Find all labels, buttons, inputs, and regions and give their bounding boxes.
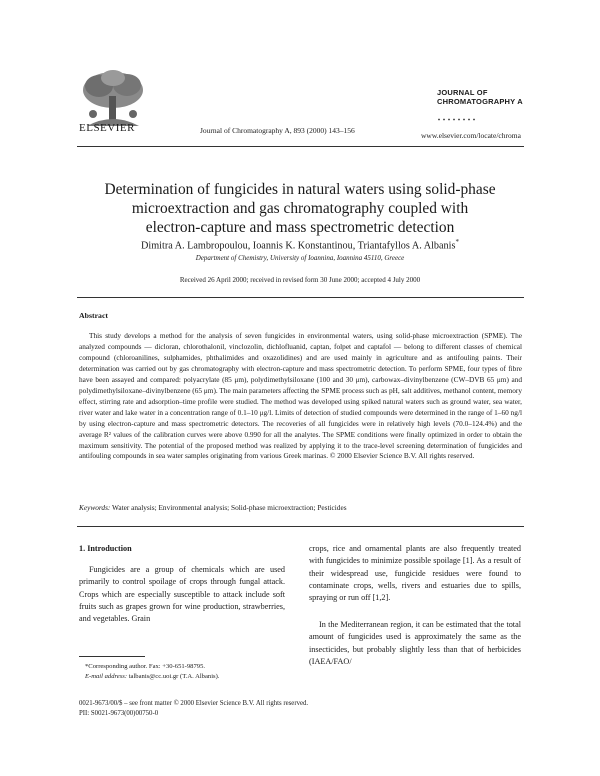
keywords-list: Water analysis; Environmental analysis; Solid-phase microextraction; Pesticides bbox=[110, 503, 347, 512]
title-line-3: electron-capture and mass spectrometric detection bbox=[145, 219, 455, 236]
abstract-text: This study develops a method for the analysis of seven fungicides in environmental waters, using solid-phase microextraction (SPME). The analyzed compounds — dicloran, chlorothalonil, vinclozolin, dichlofluanid, captan, folpet and captafol — belong to different classes of chemical compound (chloroanilines, sulphamides, phthalimides and oxazolidines) and are used mainly in agriculture and as antifouling paints. Their determination was carried out by gas chromatography with electron-capture and mass spectrometric detection. To perform SPME, four types of fibre have been assayed and compared: polyacrylate (85 μm), polydimethylsiloxane (100 and 30 μm), carbowax–divinylbenzene (CW–DVB 65 μm) and polydimethylsiloxane–divinylbenzene (65 μm). The main parameters affecting the SPME process such as pH, salt additives, methanol content, memory effect, stirring rate and adsorption–time profile were studied. The method was developed using spiked natural waters such as ground water, sea water, river water and lake water in a concentration range of 0.1–10 μg/l. Limits of detection of studied compounds were determined in the range of 1–60 ng/l by using electron-capture and mass spectrometric detectors. The recoveries of all fungicides were in relatively high levels (70.0–124.4%) and the average R² values of the calibration curves were above 0.990 for all the analytes. The SPME conditions were finally optimized in order to obtain the maximum sensitivity. The potential of the proposed method was realized by applying it to the trace-level screening determination of fungicides and antifouling compounds in sea water samples originating from various Greek marinas. © 2000 Elsevier Science B.V. All rights reserved. bbox=[79, 331, 522, 461]
header-divider bbox=[77, 146, 524, 147]
email-note bbox=[79, 672, 285, 682]
journal-brand-dots bbox=[437, 118, 477, 121]
journal-brand-line2: CHROMATOGRAPHY A bbox=[437, 97, 523, 106]
email-address[interactable]: talbanis@cc.uoi.gr (T.A. Albanis). bbox=[127, 673, 220, 680]
journal-citation: Journal of Chromatography A, 893 (2000) 143–156 bbox=[200, 126, 355, 135]
corresponding-mark: * bbox=[455, 238, 459, 246]
abstract-heading: Abstract bbox=[79, 311, 109, 320]
intro-right-paragraph-2: In the Mediterranean region, it can be estimated that the total amount of fungicides used is approximately the same as the insecticides, but probably slightly less than that of herbicides (IAEA/FAO/ bbox=[309, 620, 521, 666]
keywords bbox=[79, 503, 522, 512]
bottom-meta bbox=[79, 699, 308, 719]
journal-url[interactable]: www.elsevier.com/locate/chroma bbox=[421, 131, 521, 140]
keywords-label: Keywords: bbox=[79, 503, 111, 512]
publisher-name: ELSEVIER bbox=[79, 122, 135, 134]
section-heading-introduction: 1. Introduction bbox=[79, 544, 132, 553]
journal-brand bbox=[437, 88, 523, 106]
intro-right-paragraph-1: crops, rice and ornamental plants are also frequently treated with fungicides to minimize possible spoilage [1]. As a result of their widespread use, fungicide residues were found to contaminate crops, wells, rivers and estuaries due to spills, spraying or run off [1,2]. bbox=[309, 544, 521, 603]
title-line-2: microextraction and gas chromatography coupled with bbox=[131, 200, 469, 217]
title-line-1: Determination of fungicides in natural waters using solid-phase bbox=[104, 181, 496, 198]
issn-line: 0021-9673/00/$ – see front matter © 2000 Elsevier Science B.V. All rights reserved. bbox=[79, 700, 309, 707]
affiliation: Department of Chemistry, University of Ioannina, Ioannina 45110, Greece bbox=[195, 254, 405, 262]
pii-line: PII: S0021-9673(00)00750-0 bbox=[79, 710, 159, 717]
footnote-divider bbox=[79, 656, 145, 657]
author-list bbox=[80, 238, 520, 251]
journal-brand-line1: JOURNAL OF bbox=[437, 88, 488, 97]
corresponding-author-note: *Corresponding author. Fax: +30-651-98795. bbox=[85, 663, 206, 670]
footnotes bbox=[79, 662, 285, 682]
intro-paragraph-1: Fungicides are a group of chemicals which are used primarily to control spoilage of crops through fungal attack. Crops which are especially susceptible to attack include soft fruits such as grapes grown for wine production, strawberries, and vegetables. Grain bbox=[79, 565, 285, 624]
elsevier-tree-logo bbox=[77, 68, 149, 128]
abstract-divider bbox=[77, 526, 524, 527]
email-label: E-mail address: bbox=[85, 673, 128, 680]
received-dates: Received 26 April 2000; received in revised form 30 June 2000; accepted 4 July 2000 bbox=[179, 276, 421, 284]
article-title bbox=[80, 180, 520, 237]
title-divider bbox=[77, 297, 524, 298]
author-names: Dimitra A. Lambropoulou, Ioannis K. Konstantinou, Triantafyllos A. Albanis bbox=[141, 240, 456, 252]
